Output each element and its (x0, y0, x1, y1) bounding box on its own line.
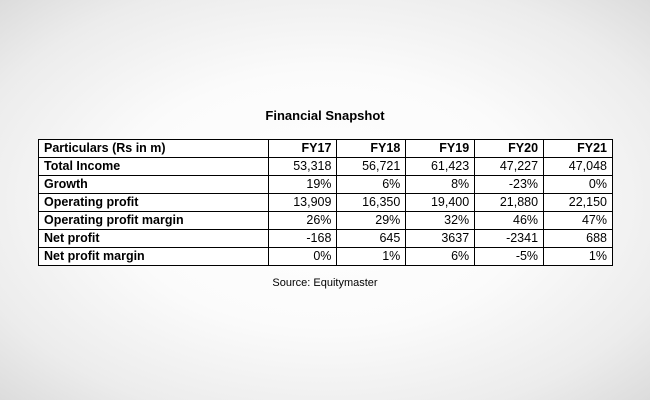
row-label: Growth (39, 176, 269, 194)
table-row (39, 176, 613, 194)
column-header-fy20: FY20 (475, 140, 544, 158)
cell-fy20: -2341 (475, 230, 544, 248)
cell-fy21: 47,048 (544, 158, 613, 176)
row-label: Net profit (39, 230, 269, 248)
cell-fy21: 0% (544, 176, 613, 194)
source-note: Source: Equitymaster (272, 277, 378, 289)
header-row (39, 140, 613, 158)
cell-fy19: 19,400 (406, 194, 475, 212)
cell-fy18: 645 (337, 230, 406, 248)
cell-fy17: 19% (268, 176, 337, 194)
table-title: Financial Snapshot (265, 108, 385, 123)
table-row (39, 230, 613, 248)
cell-fy18: 1% (337, 248, 406, 266)
cell-fy19: 3637 (406, 230, 475, 248)
table-row (39, 158, 613, 176)
cell-fy21: 47% (544, 212, 613, 230)
cell-fy21: 22,150 (544, 194, 613, 212)
cell-fy20: 21,880 (475, 194, 544, 212)
cell-fy19: 32% (406, 212, 475, 230)
cell-fy19: 61,423 (406, 158, 475, 176)
cell-fy20: -5% (475, 248, 544, 266)
cell-fy17: 13,909 (268, 194, 337, 212)
cell-fy17: 0% (268, 248, 337, 266)
cell-fy18: 56,721 (337, 158, 406, 176)
column-header-fy17: FY17 (268, 140, 337, 158)
financial-table (38, 139, 613, 266)
row-label: Total Income (39, 158, 269, 176)
cell-fy20: -23% (475, 176, 544, 194)
table-row (39, 212, 613, 230)
column-header-fy18: FY18 (337, 140, 406, 158)
row-label: Operating profit (39, 194, 269, 212)
row-label: Net profit margin (39, 248, 269, 266)
cell-fy17: 26% (268, 212, 337, 230)
cell-fy19: 8% (406, 176, 475, 194)
cell-fy21: 1% (544, 248, 613, 266)
table-row (39, 248, 613, 266)
column-header-particulars: Particulars (Rs in m) (39, 140, 269, 158)
cell-fy18: 6% (337, 176, 406, 194)
cell-fy20: 46% (475, 212, 544, 230)
cell-fy20: 47,227 (475, 158, 544, 176)
cell-fy21: 688 (544, 230, 613, 248)
row-label: Operating profit margin (39, 212, 269, 230)
column-header-fy19: FY19 (406, 140, 475, 158)
cell-fy19: 6% (406, 248, 475, 266)
cell-fy17: -168 (268, 230, 337, 248)
cell-fy17: 53,318 (268, 158, 337, 176)
cell-fy18: 16,350 (337, 194, 406, 212)
table-row (39, 194, 613, 212)
cell-fy18: 29% (337, 212, 406, 230)
column-header-fy21: FY21 (544, 140, 613, 158)
